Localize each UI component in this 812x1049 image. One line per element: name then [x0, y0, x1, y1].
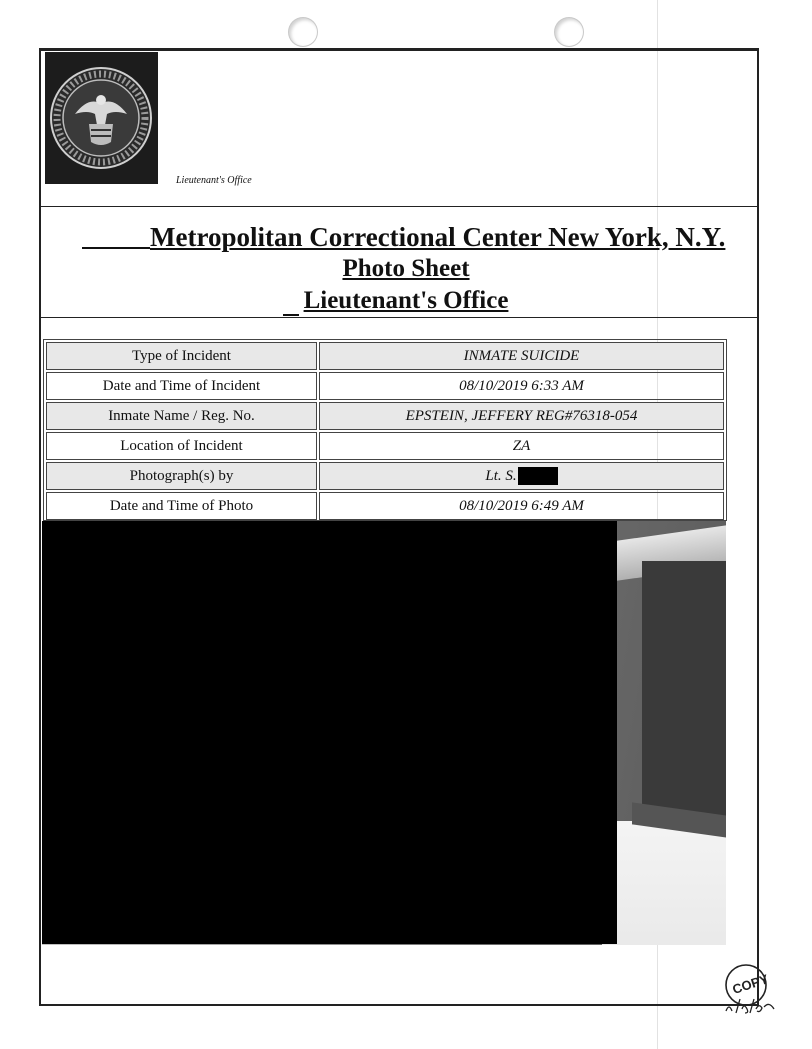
incident-info-table — [43, 339, 727, 521]
row-label-location: Location of Incident — [46, 432, 317, 460]
table-row — [45, 341, 725, 371]
photographer-name: Lt. S. — [485, 467, 517, 484]
row-value-location: ZA — [319, 432, 724, 460]
row-label-photographer: Photograph(s) by — [46, 462, 317, 490]
row-label-incident-datetime: Date and Time of Incident — [46, 372, 317, 400]
office-caption: Lieutenant's Office — [176, 175, 252, 186]
title-leading-rule — [82, 247, 150, 249]
row-value-photographer — [319, 462, 724, 490]
photo-floor-area — [602, 821, 726, 945]
table-row — [45, 431, 725, 461]
redaction-bar — [518, 467, 558, 485]
table-row — [45, 461, 725, 491]
header-rule-top — [41, 206, 758, 207]
punch-hole-left — [289, 18, 317, 46]
row-label-photo-datetime: Date and Time of Photo — [46, 492, 317, 520]
header-rule-bottom — [41, 317, 758, 318]
table-row — [45, 401, 725, 431]
row-value-photo-datetime: 08/10/2019 6:49 AM — [319, 492, 724, 520]
row-label-incident-type: Type of Incident — [46, 342, 317, 370]
row-label-inmate-name: Inmate Name / Reg. No. — [46, 402, 317, 430]
row-value-incident-datetime: 08/10/2019 6:33 AM — [319, 372, 724, 400]
row-value-inmate-name: EPSTEIN, JEFFERY REG#76318-054 — [319, 402, 724, 430]
photo-redaction-block — [42, 521, 617, 944]
svg-text:COPY: COPY — [730, 971, 771, 997]
office-title: Lieutenant's Office — [303, 287, 509, 314]
punch-hole-right — [555, 18, 583, 46]
table-row — [45, 371, 725, 401]
facility-title: Metropolitan Correctional Center New York, N.Y. — [150, 222, 726, 252]
photo-sheet-title: Photo Sheet — [342, 255, 470, 282]
copy-stamp — [720, 961, 776, 1017]
doj-bop-seal — [45, 52, 158, 184]
row-value-incident-type: INMATE SUICIDE — [319, 342, 724, 370]
table-row — [45, 491, 725, 521]
